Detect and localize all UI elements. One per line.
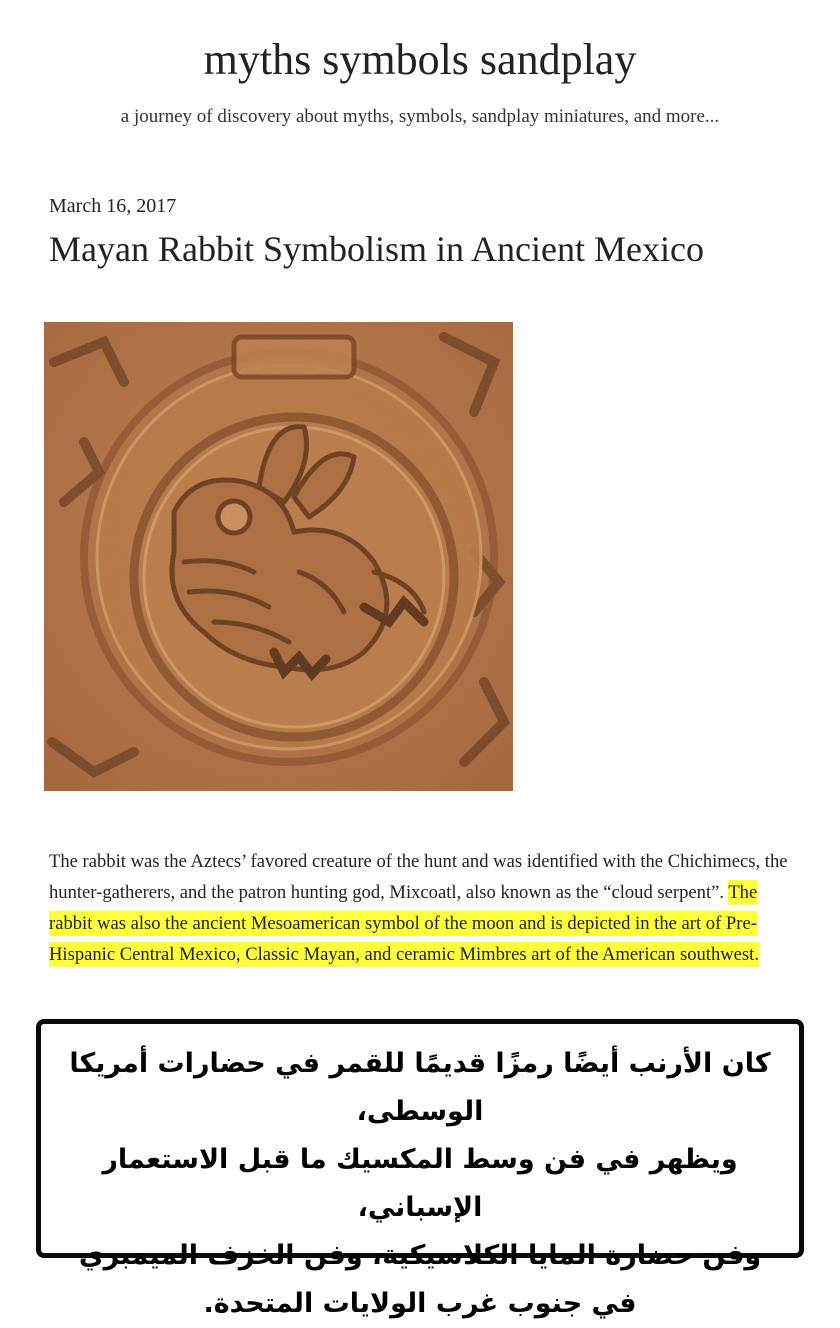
arabic-translation-box [36, 1019, 804, 1319]
arabic-line-3: وفن حضارة المايا الكلاسيكية، وفن الخزف الميمبري [78, 1240, 762, 1271]
arabic-line-1: كان الأرنب أيضًا رمزًا قديمًا للقمر في حضارات أمريكا الوسطى، [69, 1048, 771, 1127]
post-title[interactable]: Mayan Rabbit Symbolism in Ancient Mexico [49, 229, 704, 269]
post-body [49, 846, 799, 970]
site-subtitle: a journey of discovery about myths, symbols, sandplay miniatures, and more... [120, 106, 720, 127]
site-title[interactable]: myths symbols sandplay [203, 35, 637, 84]
highlighted-text: The rabbit was also the ancient Mesoamerican symbol of the moon and is depicted in the art of Pre-Hispanic Central Mexico, Classic Mayan, and ceramic Mimbres art of the American southwest. [49, 882, 759, 965]
arabic-line-4: في جنوب غرب الولايات المتحدة. [203, 1288, 637, 1319]
rabbit-glyph-image [44, 322, 513, 791]
arabic-translation-text [41, 1040, 799, 1328]
post-body-text: The rabbit was the Aztecs’ favored creature of the hunt and was identified with the Chichimecs, the hunter-gatherers, and the patron hunting god, Mixcoatl, also known as the “cloud serpent”. [49, 851, 788, 903]
post-date: March 16, 2017 [49, 195, 177, 217]
arabic-line-2: ويظهر في فن وسط المكسيك ما قبل الاستعمار الإسباني، [102, 1144, 738, 1223]
